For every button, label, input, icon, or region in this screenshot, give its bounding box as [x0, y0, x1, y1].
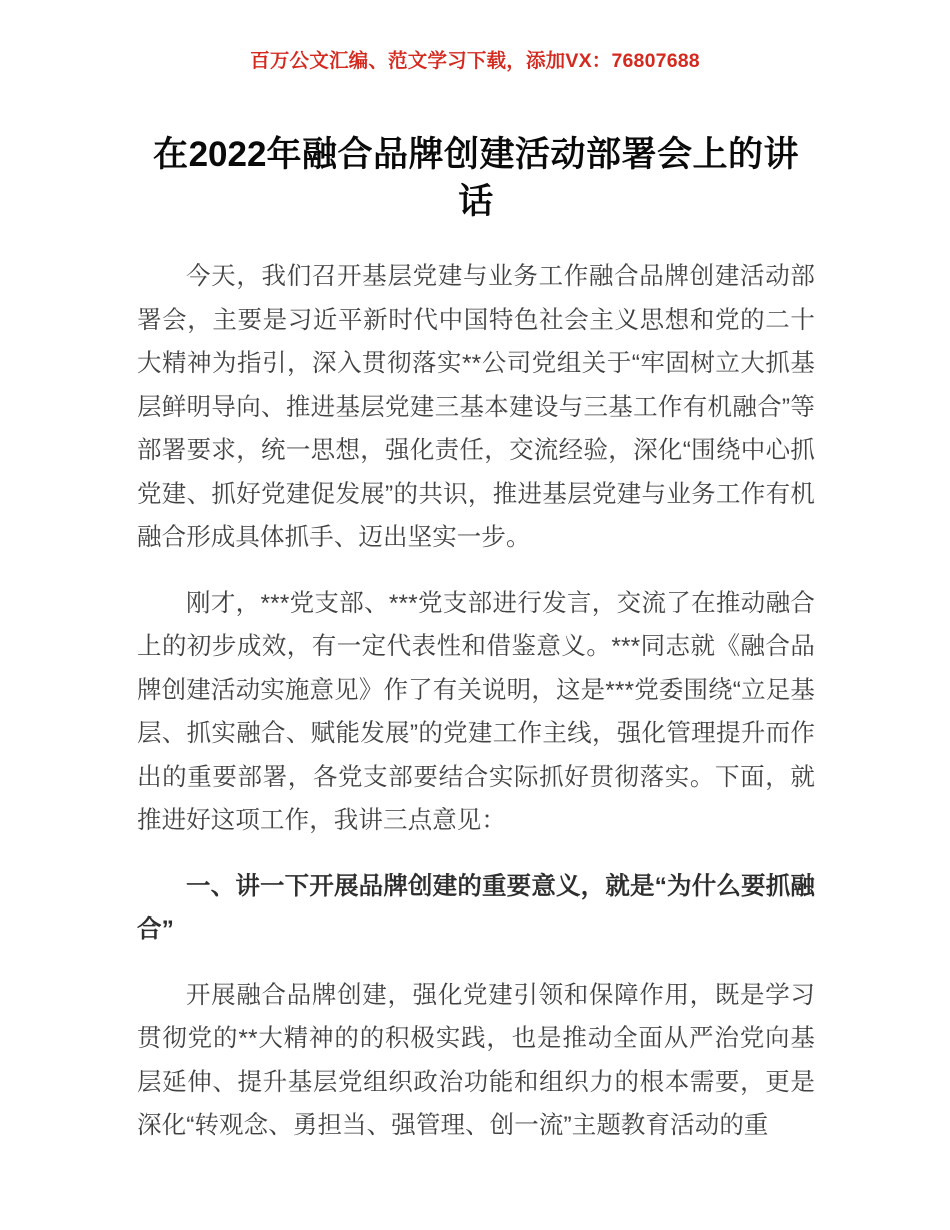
body-paragraph: 今天，我们召开基层党建与业务工作融合品牌创建活动部署会，主要是习近平新时代中国特色社会主义思想和党的二十大精神为指引，深入贯彻落实**公司党组关于“牢固树立大抓基层鲜明导向、推进基层党建三基本建设与三基工作有机融合”等部署要求，统一思想，强化责任，交流经验，深化“围绕中心抓党建、抓好党建促发展”的共识，推进基层党建与业务工作有机融合形成具体抓手、迈出坚实一步。: [137, 263, 815, 551]
section-heading: 一、讲一下开展品牌创建的重要意义，就是“为什么要抓融合”: [137, 872, 815, 943]
title-year: 2022: [188, 135, 267, 175]
title-prefix: 在: [153, 135, 189, 175]
body-paragraph: 刚才，***党支部、***党支部进行发言，交流了在推动融合上的初步成效，有一定代表性和借鉴意义。***同志就《融合品牌创建活动实施意见》作了有关说明，这是***党委围绕“立足基层、抓实融合、赋能发展”的党建工作主线，强化管理提升而作出的重要部署，各党支部要结合实际抓好贯彻落实。下面，就推进好这项工作，我讲三点意见：: [137, 589, 815, 834]
title-suffix: 年融合品牌创建活动部署会上的讲话: [266, 135, 799, 222]
document-title: [137, 131, 815, 225]
watermark-header: 百万公文汇编、范文学习下载，添加VX：76807688: [250, 50, 700, 72]
body-paragraph: 开展融合品牌创建，强化党建引领和保障作用，既是学习贯彻党的**大精神的的积极实践，也是推动全面从严治党向基层延伸、提升基层党组织政治功能和组织力的根本需要，更是深化“转观念、勇担当、强管理、创一流”主题教育活动的重: [137, 981, 815, 1139]
document-body: [137, 255, 815, 1148]
